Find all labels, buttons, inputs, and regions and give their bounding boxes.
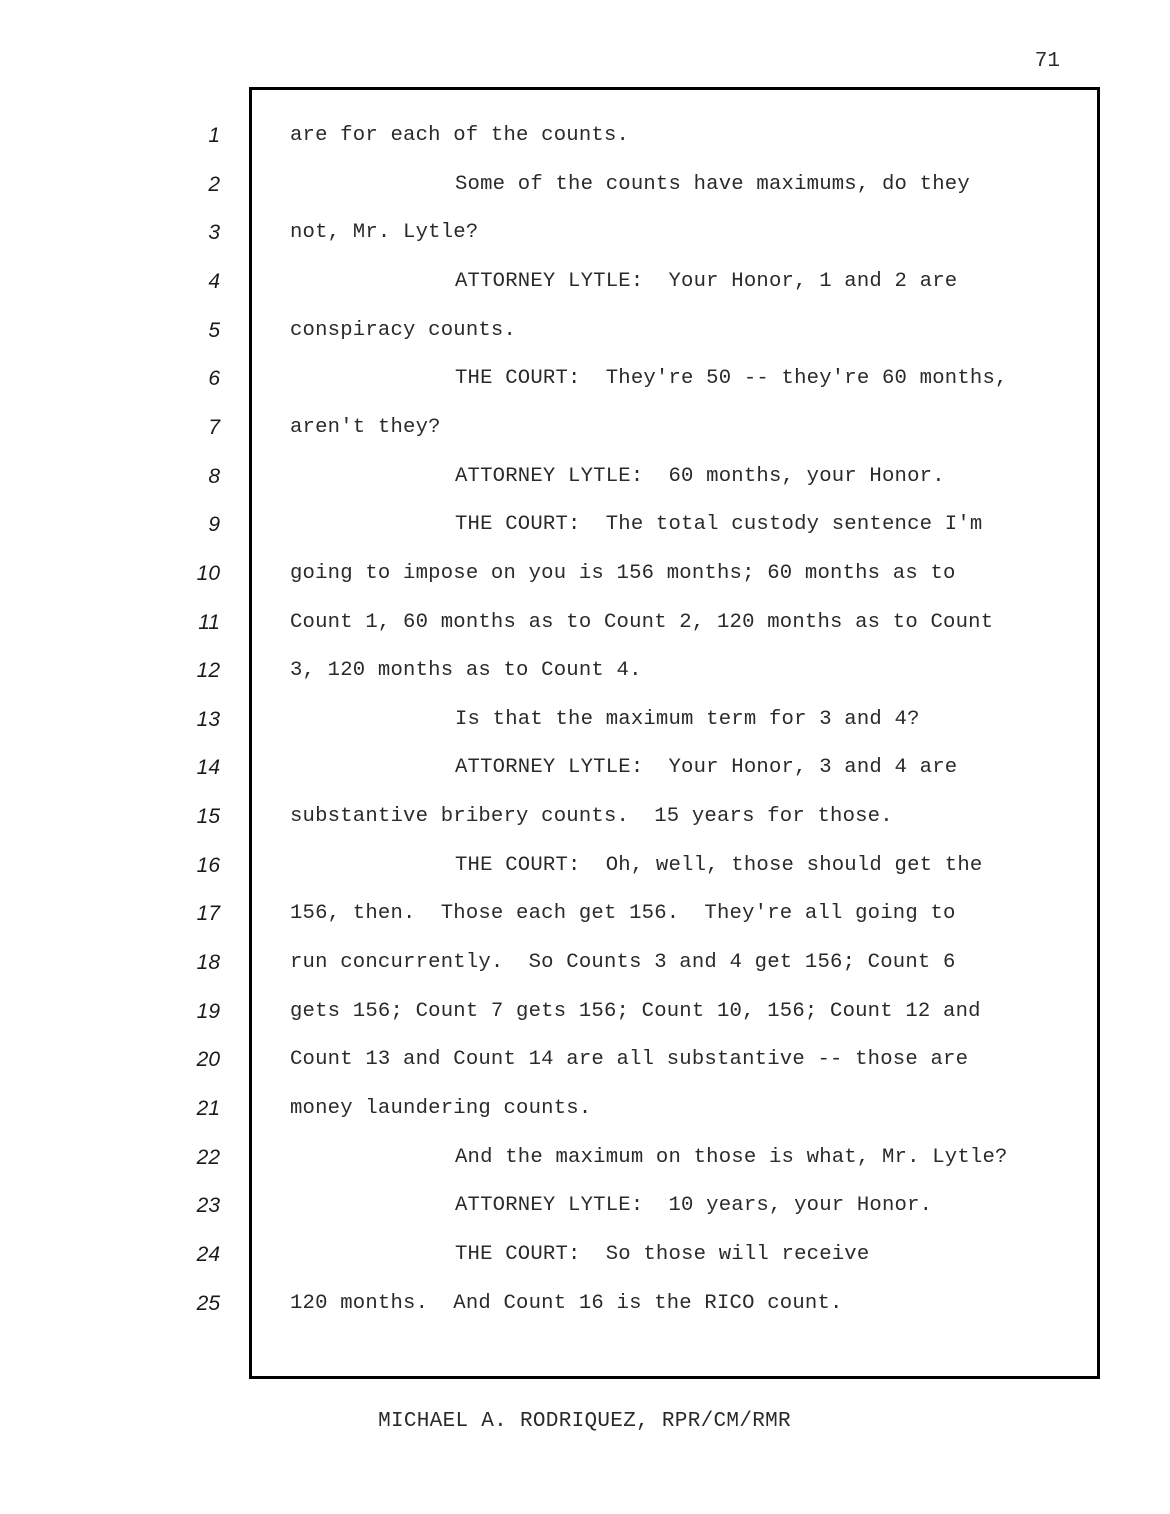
transcript-line: And the maximum on those is what, Mr. Lytle? xyxy=(455,1145,1008,1169)
line-number: 3 xyxy=(208,221,220,245)
line-number: 22 xyxy=(196,1145,220,1169)
line-number: 23 xyxy=(196,1194,220,1218)
line-number: 9 xyxy=(208,513,220,537)
line-number: 25 xyxy=(196,1291,220,1315)
line-number: 10 xyxy=(196,561,220,585)
line-number: 6 xyxy=(208,367,220,391)
transcript-line: are for each of the counts. xyxy=(290,124,630,147)
line-number: 13 xyxy=(196,707,220,731)
line-number: 15 xyxy=(196,805,220,829)
line-number: 21 xyxy=(196,1097,220,1120)
transcript-line: Count 1, 60 months as to Count 2, 120 months as to Count xyxy=(290,610,994,634)
transcript-line: money laundering counts. xyxy=(290,1097,592,1120)
transcript-line: not, Mr. Lytle? xyxy=(290,221,479,245)
transcript-line: ATTORNEY LYTLE: 60 months, your Honor. xyxy=(455,464,945,488)
transcript-line: Is that the maximum term for 3 and 4? xyxy=(455,707,920,731)
transcript-line: Some of the counts have maximums, do they xyxy=(455,172,970,196)
transcript-line: aren't they? xyxy=(290,415,441,439)
line-number: 16 xyxy=(196,853,220,877)
transcript-line: 156, then. Those each get 156. They're all going to xyxy=(290,902,956,926)
transcript-line: run concurrently. So Counts 3 and 4 get 156; Count 6 xyxy=(290,951,956,975)
reporter-name: MICHAEL A. RODRIQUEZ, RPR/CM/RMR xyxy=(378,1410,791,1433)
transcript-line: 3, 120 months as to Count 4. xyxy=(290,659,642,683)
transcript-line: THE COURT: Oh, well, those should get the xyxy=(455,853,983,877)
transcript-line: THE COURT: The total custody sentence I'm xyxy=(455,513,983,537)
transcript-line: going to impose on you is 156 months; 60 months as to xyxy=(290,561,956,585)
transcript-line: ATTORNEY LYTLE: 10 years, your Honor. xyxy=(455,1194,933,1218)
line-number: 8 xyxy=(208,464,220,488)
line-number: 11 xyxy=(198,610,220,634)
line-number: 20 xyxy=(196,1048,220,1072)
transcript-line: Count 13 and Count 14 are all substantive -- those are xyxy=(290,1048,969,1072)
line-number: 18 xyxy=(196,951,220,975)
transcript-line: substantive bribery counts. 15 years for those. xyxy=(290,805,893,829)
transcript-line: ATTORNEY LYTLE: Your Honor, 1 and 2 are xyxy=(455,269,958,293)
line-number: 19 xyxy=(196,999,220,1023)
transcript-line: THE COURT: They're 50 -- they're 60 months, xyxy=(455,367,1008,391)
reporter-footer xyxy=(0,1410,1170,1433)
transcript-line: gets 156; Count 7 gets 156; Count 10, 156; Count 12 and xyxy=(290,999,981,1023)
transcript-line: 120 months. And Count 16 is the RICO count. xyxy=(290,1291,843,1315)
line-number: 17 xyxy=(196,902,220,926)
line-number: 1 xyxy=(208,124,220,147)
transcript-line: conspiracy counts. xyxy=(290,318,517,342)
page-number: 71 xyxy=(1034,50,1060,73)
line-number: 2 xyxy=(208,172,220,196)
transcript-line: ATTORNEY LYTLE: Your Honor, 3 and 4 are xyxy=(455,756,958,780)
line-number: 12 xyxy=(196,659,220,683)
transcript-line: THE COURT: So those will receive xyxy=(455,1242,870,1266)
line-number: 7 xyxy=(208,415,220,439)
line-number: 5 xyxy=(208,318,220,342)
line-number: 14 xyxy=(196,756,220,780)
line-number: 4 xyxy=(208,269,220,293)
line-number: 24 xyxy=(196,1242,220,1266)
